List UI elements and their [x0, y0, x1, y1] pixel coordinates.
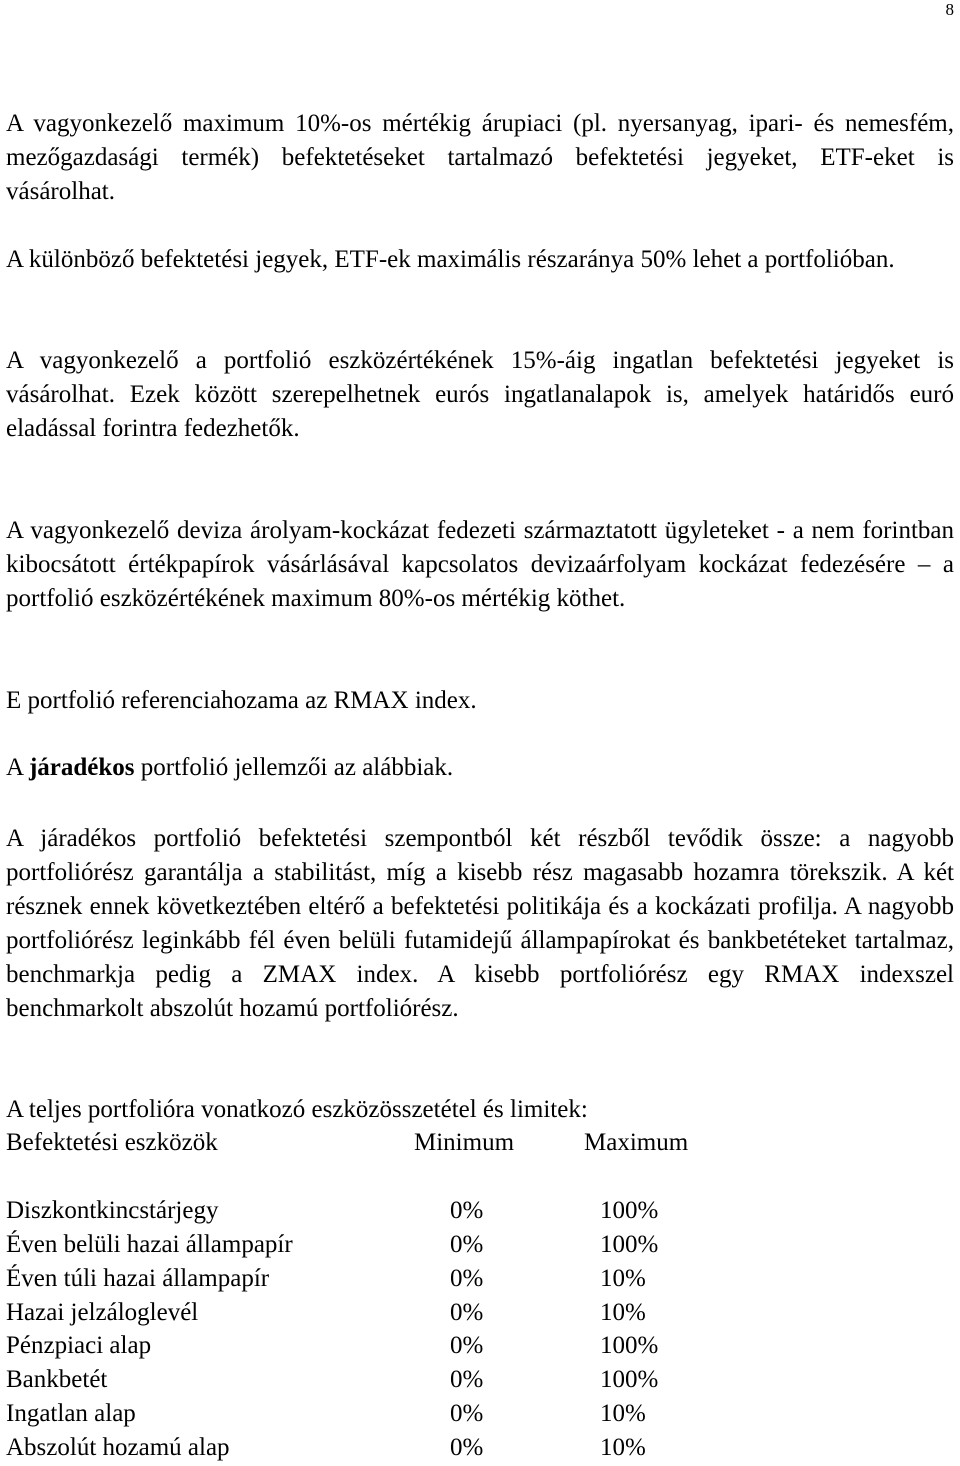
table-row-maximum: 10%: [600, 1265, 646, 1292]
table-row-minimum: 0%: [450, 1400, 484, 1427]
table-row-minimum: 0%: [450, 1366, 484, 1393]
table-row-maximum: 100%: [600, 1231, 659, 1258]
table-row-minimum: 0%: [450, 1332, 484, 1359]
table-header-minimum: Minimum: [414, 1129, 515, 1156]
paragraph-annuity-heading: [6, 751, 453, 785]
table-row-minimum: 0%: [450, 1299, 484, 1326]
paragraph-annuity-description: A járadékos portfolió befektetési szempontból két részből tevődik össze: a nagyobb portfoliórész garantálja a stabilitást, míg a kisebb rész magasabb hozamra törekszik. A két résznek ennek következtében eltérő a befektetési politikája és a kockázati profilja. A nagyobb portfoliórész leginkább fél éven belüli futamidejű állampapírokat és bankbetéteket tartalmaz, benchmarkja pedig a ZMAX index. A kisebb portfoliórész egy RMAX indexszel benchmarkolt abszolút hozamú portfoliórész.: [6, 825, 954, 1022]
annuity-heading-suffix: portfolió jellemzői az alábbiak.: [134, 754, 454, 781]
table-header-maximum: Maximum: [584, 1129, 689, 1156]
paragraph-limits-intro: A teljes portfolióra vonatkozó eszközösszetétel és limitek:: [6, 1096, 588, 1123]
table-row-maximum: 100%: [600, 1197, 659, 1224]
table-row-asset: Bankbetét: [6, 1366, 108, 1393]
table-row-asset: Éven túli hazai állampapír: [6, 1265, 270, 1292]
table-row-maximum: 100%: [600, 1366, 659, 1393]
table-row-asset: Hazai jelzáloglevél: [6, 1299, 199, 1326]
table-row-maximum: 10%: [600, 1434, 646, 1461]
paragraph-commodity-investments: A vagyonkezelő maximum 10%-os mértékig árupiaci (pl. nyersanyag, ipari- és nemesfém, mezőgazdasági termék) befektetéseket tartalmazó befektetési jegyeket, ETF-eket is vásárolhat.: [6, 110, 954, 205]
table-row-maximum: 100%: [600, 1332, 659, 1359]
table-row-asset: Diszkontkincstárjegy: [6, 1197, 219, 1224]
page-number: 8: [945, 0, 954, 19]
table-row-asset: Ingatlan alap: [6, 1400, 136, 1427]
paragraph-fund-share-limit: A különböző befektetési jegyek, ETF-ek maximális részaránya 50% lehet a portfolióban.: [6, 246, 895, 273]
table-row-maximum: 10%: [600, 1299, 646, 1326]
table-row-asset: Éven belüli hazai állampapír: [6, 1231, 293, 1258]
annuity-heading-prefix: A: [6, 754, 29, 781]
table-row-asset: Pénzpiaci alap: [6, 1332, 152, 1359]
annuity-heading-bold: járadékos: [28, 754, 135, 781]
table-row-minimum: 0%: [450, 1265, 484, 1292]
table-row-minimum: 0%: [450, 1197, 484, 1224]
paragraph-fx-hedging: A vagyonkezelő deviza árolyam-kockázat fedezeti származtatott ügyleteket - a nem forintban kibocsátott értékpapírok vásárlásával kapcsolatos devizaárfolyam kockázat fedezésére – a portfolió eszközértékének maximum 80%-os mértékig köthet.: [6, 517, 954, 612]
table-row-minimum: 0%: [450, 1434, 484, 1461]
table-row-maximum: 10%: [600, 1400, 646, 1427]
paragraph-real-estate-funds: A vagyonkezelő a portfolió eszközértékének 15%-áig ingatlan befektetési jegyeket is vásárolhat. Ezek között szerepelhetnek eurós ingatlanalapok is, amelyek határidős euró eladással forintra fedezhetők.: [6, 347, 954, 442]
table-row-asset: Abszolút hozamú alap: [6, 1434, 230, 1461]
table-row-minimum: 0%: [450, 1231, 484, 1258]
paragraph-benchmark: E portfolió referenciahozama az RMAX index.: [6, 687, 477, 714]
table-header-asset: Befektetési eszközök: [6, 1129, 218, 1156]
